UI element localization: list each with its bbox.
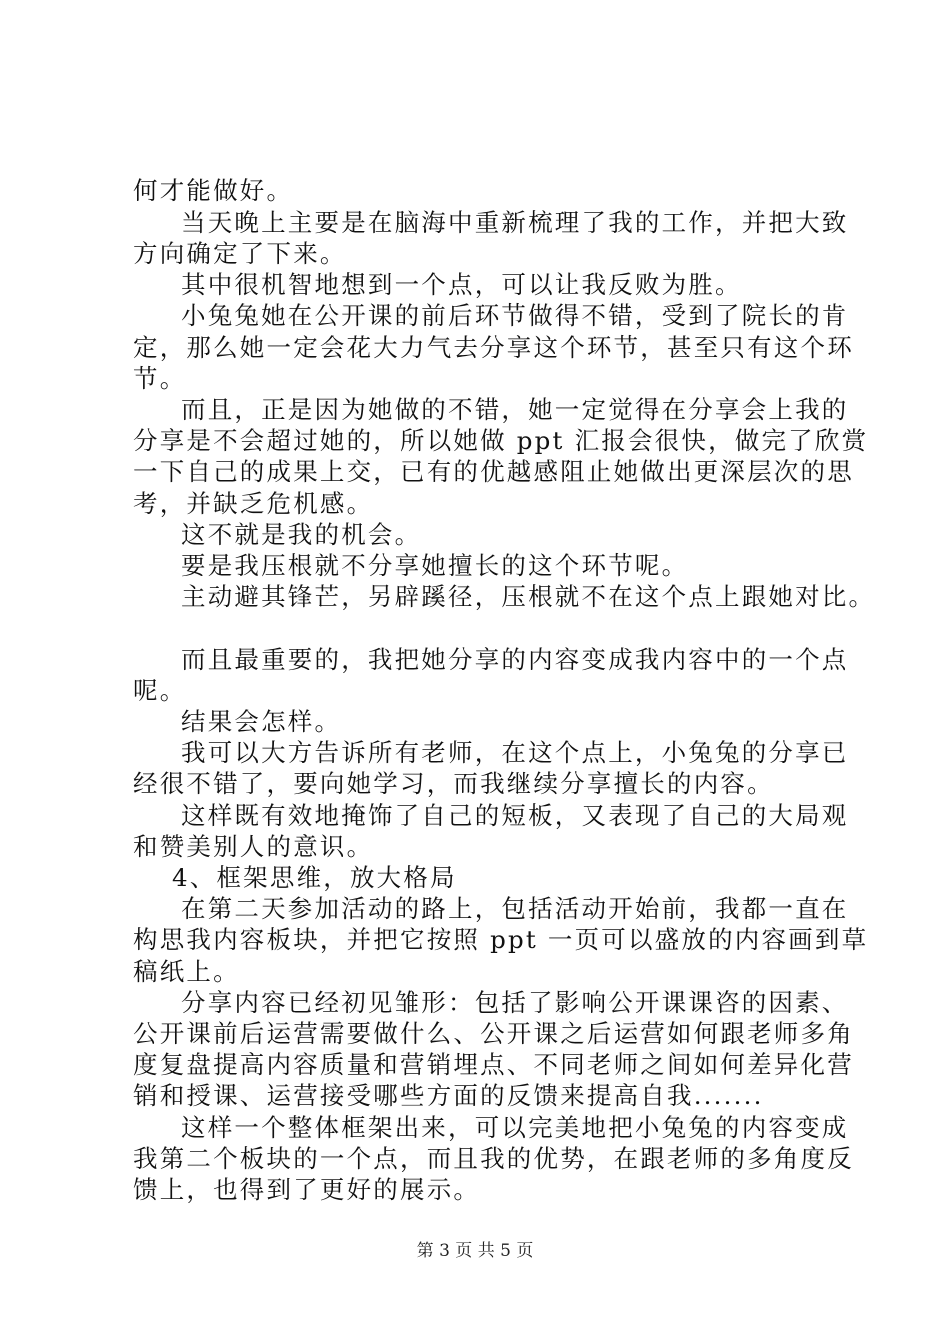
text-line: 一下自己的成果上交，已有的优越感阻止她做出更深层次的思: [133, 457, 854, 486]
text-line: 而且，正是因为她做的不错，她一定觉得在分享会上我的: [181, 395, 849, 424]
text-line: 这样既有效地掩饰了自己的短板，又表现了自己的大局观: [181, 801, 849, 830]
text-line: 考，并缺乏危机感。: [133, 489, 374, 518]
text-line: 经很不错了，要向她学习，而我继续分享擅长的内容。: [133, 769, 774, 798]
text-line: 呢。: [133, 676, 187, 705]
text-line: 结果会怎样。: [181, 707, 342, 736]
text-line: 当天晚上主要是在脑海中重新梳理了我的工作，并把大致: [181, 208, 849, 237]
text-line: 馈上，也得到了更好的展示。: [133, 1175, 481, 1204]
text-line: 度复盘提高内容质量和营销埋点、不同老师之间如何差异化营: [133, 1050, 854, 1079]
text-line: 我第二个板块的一个点，而且我的优势，在跟老师的多角度反: [133, 1144, 854, 1173]
text-line: 方向确定了下来。: [133, 239, 347, 268]
text-line: 销和授课、运营接受哪些方面的反馈来提高自我.......: [133, 1081, 764, 1110]
text-line: 这不就是我的机会。: [181, 520, 422, 549]
text-line: 定，那么她一定会花大力气去分享这个环节，甚至只有这个环: [133, 333, 854, 362]
text-line: 其中很机智地想到一个点，可以让我反败为胜。: [181, 270, 742, 299]
section-heading: 4、框架思维，放大格局: [172, 863, 457, 892]
text-line: 和赞美别人的意识。: [133, 832, 374, 861]
text-line: 在第二天参加活动的路上，包括活动开始前，我都一直在: [181, 894, 849, 923]
text-line: 主动避其锋芒，另辟蹊径，压根就不在这个点上跟她对比。: [181, 582, 876, 611]
text-line: 分享内容已经初见雏形：包括了影响公开课课咨的因素、: [181, 988, 849, 1017]
text-line: 构思我内容板块，并把它按照 ppt 一页可以盛放的内容画到草: [133, 925, 869, 954]
text-line: 要是我压根就不分享她擅长的这个环节呢。: [181, 551, 689, 580]
text-line: 节。: [133, 364, 187, 393]
text-line: 稿纸上。: [133, 957, 240, 986]
text-line: 何才能做好。: [133, 176, 294, 205]
text-line: 这样一个整体框架出来，可以完美地把小兔兔的内容变成: [181, 1113, 849, 1142]
text-line: 分享是不会超过她的，所以她做 ppt 汇报会很快，做完了欣赏: [133, 426, 869, 455]
page-number-footer: 第 3 页 共 5 页: [416, 1241, 534, 1261]
text-line: 小兔兔她在公开课的前后环节做得不错，受到了院长的肯: [181, 301, 849, 330]
text-line: 公开课前后运营需要做什么、公开课之后运营如何跟老师多角: [133, 1019, 854, 1048]
text-line: 我可以大方告诉所有老师，在这个点上，小兔兔的分享已: [181, 738, 849, 767]
text-line: 而且最重要的，我把她分享的内容变成我内容中的一个点: [181, 645, 849, 674]
